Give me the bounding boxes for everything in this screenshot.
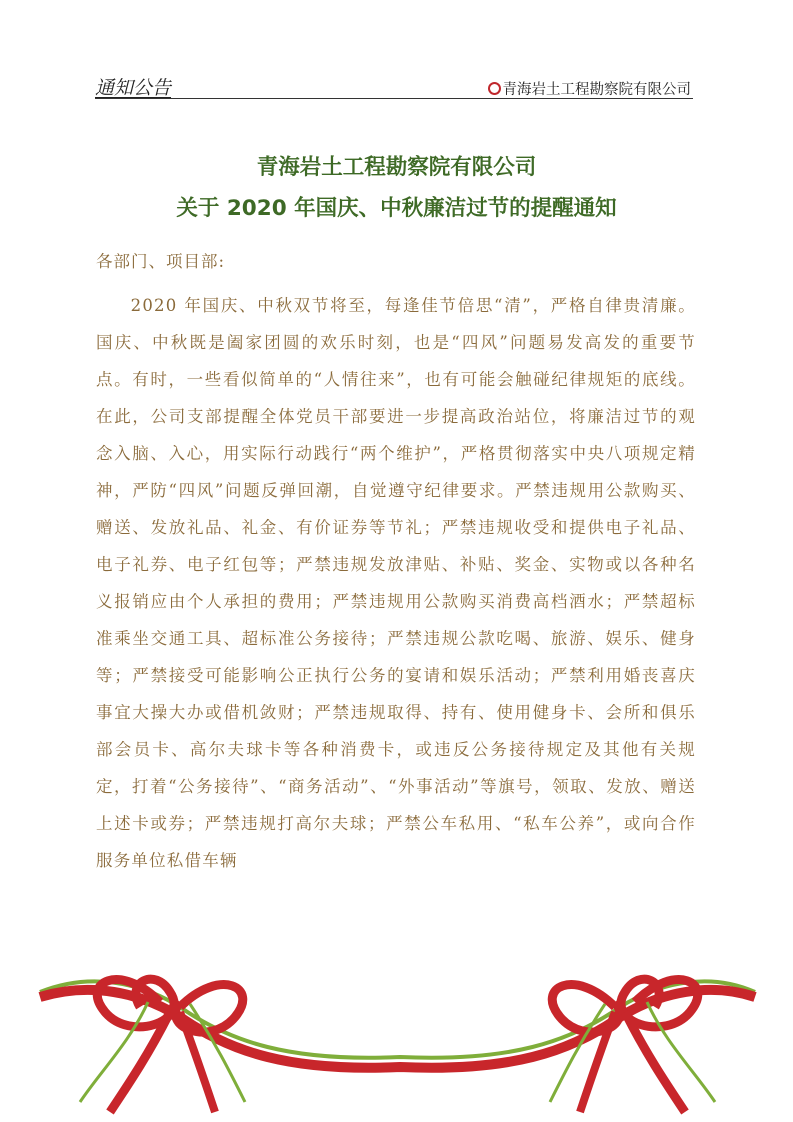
ribbon-decoration	[30, 962, 765, 1122]
notice-title-line1: 青海岩土工程勘察院有限公司	[256, 155, 537, 180]
notice-title-line2: 关于 2020 年国庆、中秋廉洁过节的提醒通知	[176, 196, 617, 221]
header-company-name: 青海岩土工程勘察院有限公司	[502, 82, 691, 98]
page-header	[95, 72, 693, 99]
header-section-label: 通知公告	[95, 77, 172, 99]
company-logo-icon	[488, 82, 501, 95]
notice-body: 2020 年国庆、中秋双节将至，每逢佳节倍思“清”，严格自律贵清廉。国庆、中秋既是阖家团圆的欢乐时刻，也是“四风”问题易发高发的重要节点。有时，一些看似简单的“人情往来”，也有可能会触碰纪律规矩的底线。在此，公司支部提醒全体党员干部要进一步提高政治站位，将廉洁过节的观念入脑、入心，用实际行动践行“两个维护”，严格贯彻落实中央八项规定精神，严防“四风”问题反弹回潮，自觉遵守纪律要求。严禁违规用公款购买、赠送、发放礼品、礼金、有价证券等节礼；严禁违规收受和提供电子礼品、电子礼券、电子红包等；严禁违规发放津贴、补贴、奖金、实物或以各种名义报销应由个人承担的费用；严禁违规用公款购买消费高档酒水；严禁超标准乘坐交通工具、超标准公务接待；严禁违规公款吃喝、旅游、娱乐、健身等；严禁接受可能影响公正执行公务的宴请和娱乐活动；严禁利用婚丧喜庆事宜大操大办或借机敛财；严禁违规取得、持有、使用健身卡、会所和俱乐部会员卡、高尔夫球卡等各种消费卡，或违反公务接待规定及其他有关规定，打着“公务接待”、“商务活动”、“外事活动”等旗号，领取、发放、赠送上述卡或券；严禁违规打高尔夫球；严禁公车私用、“私车公养”，或向合作服务单位私借车辆	[96, 296, 696, 870]
greeting: 各部门、项目部:	[96, 252, 226, 271]
header-company	[488, 78, 692, 99]
